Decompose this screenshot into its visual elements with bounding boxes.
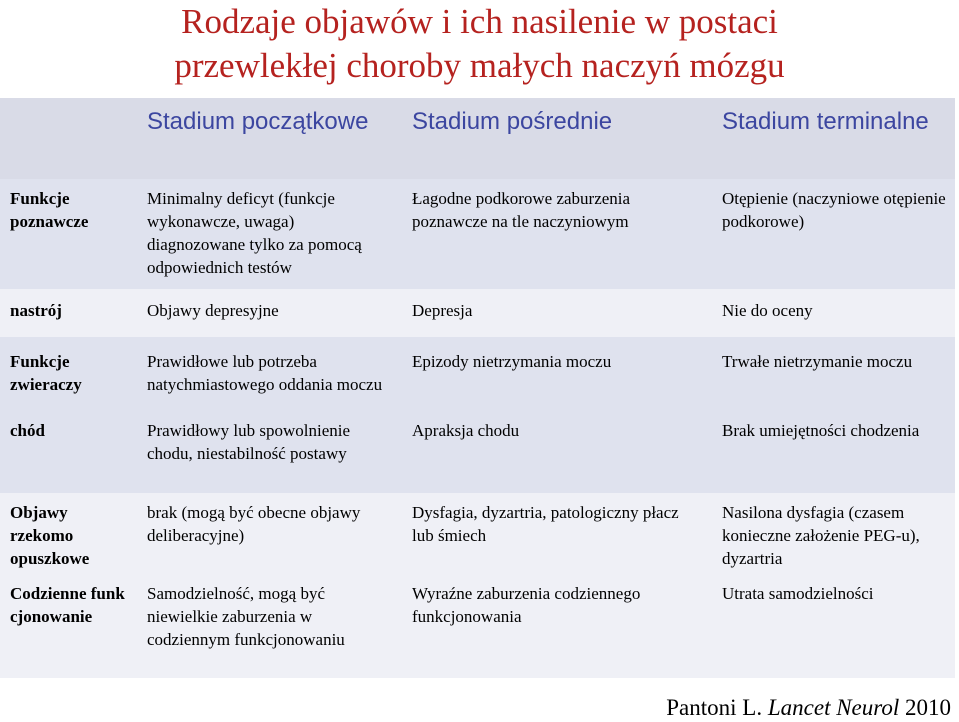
row-label: Objawy rzekomo opuszkowe [0,493,137,578]
table-cell: Dysfagia, dyzartria, patologiczny płacz lub śmiech [402,493,712,578]
table-header-row [0,98,955,179]
header-stage-intermediate: Stadium pośrednie [402,98,712,179]
table-cell: Depresja [402,289,712,337]
table-cell: Apraksja chodu [402,417,712,493]
table-cell: Łagodne podkorowe zaburzenia poznawcze na tle naczyniowym [402,179,712,289]
table-cell: Epizody nietrzymania moczu [402,337,712,417]
slide-title-line1: Rodzaje objawów i ich nasilenie w postaci [181,2,778,41]
table-row-pseudobulbar [0,493,955,578]
header-stage-initial: Stadium początkowe [137,98,402,179]
citation [666,694,951,722]
table-cell: Trwałe nietrzymanie moczu [712,337,955,417]
table-row-gait [0,417,955,493]
slide-title-line2: przewlekłej choroby małych naczyń mózgu [174,46,785,85]
table-cell: Nie do oceny [712,289,955,337]
slide-title [0,0,959,88]
row-label: chód [0,417,137,493]
header-empty-cell [0,98,137,179]
table-cell: Objawy depresyjne [137,289,402,337]
row-label: Funkcje zwieraczy [0,337,137,417]
citation-year: 2010 [905,695,951,720]
table-row-cognitive [0,179,955,289]
table-row-daily-functioning [0,578,955,678]
citation-journal: Lancet Neurol [767,695,900,720]
table-cell: Wyraźne zaburzenia codziennego funkcjonowania [402,578,712,678]
table-cell: Otępienie (naczyniowe otępienie podkorowe) [712,179,955,289]
table-cell: Minimalny deficyt (funkcje wykonawcze, uwaga) diagnozowane tylko za pomocą odpowiednich testów [137,179,402,289]
table-cell: Nasilona dysfagia (czasem konieczne założenie PEG-u), dyzartria [712,493,955,578]
table-cell: Utrata samodzielności [712,578,955,678]
row-label: Funkcje poznawcze [0,179,137,289]
table-cell: Brak umiejętności chodzenia [712,417,955,493]
table-cell: brak (mogą być obecne objawy deliberacyjne) [137,493,402,578]
symptoms-table [0,98,955,678]
table-row-mood [0,289,955,337]
header-stage-terminal: Stadium terminalne [712,98,955,179]
table-cell: Prawidłowe lub potrzeba natychmiastowego oddania moczu [137,337,402,417]
row-label: Codzienne funkcjonowanie [0,578,137,678]
table-row-sphincter [0,337,955,417]
citation-author: Pantoni L. [666,695,763,720]
table-cell: Prawidłowy lub spowolnienie chodu, niestabilność postawy [137,417,402,493]
row-label: nastrój [0,289,137,337]
table-cell: Samodzielność, mogą być niewielkie zaburzenia w codziennym funkcjonowaniu [137,578,402,678]
